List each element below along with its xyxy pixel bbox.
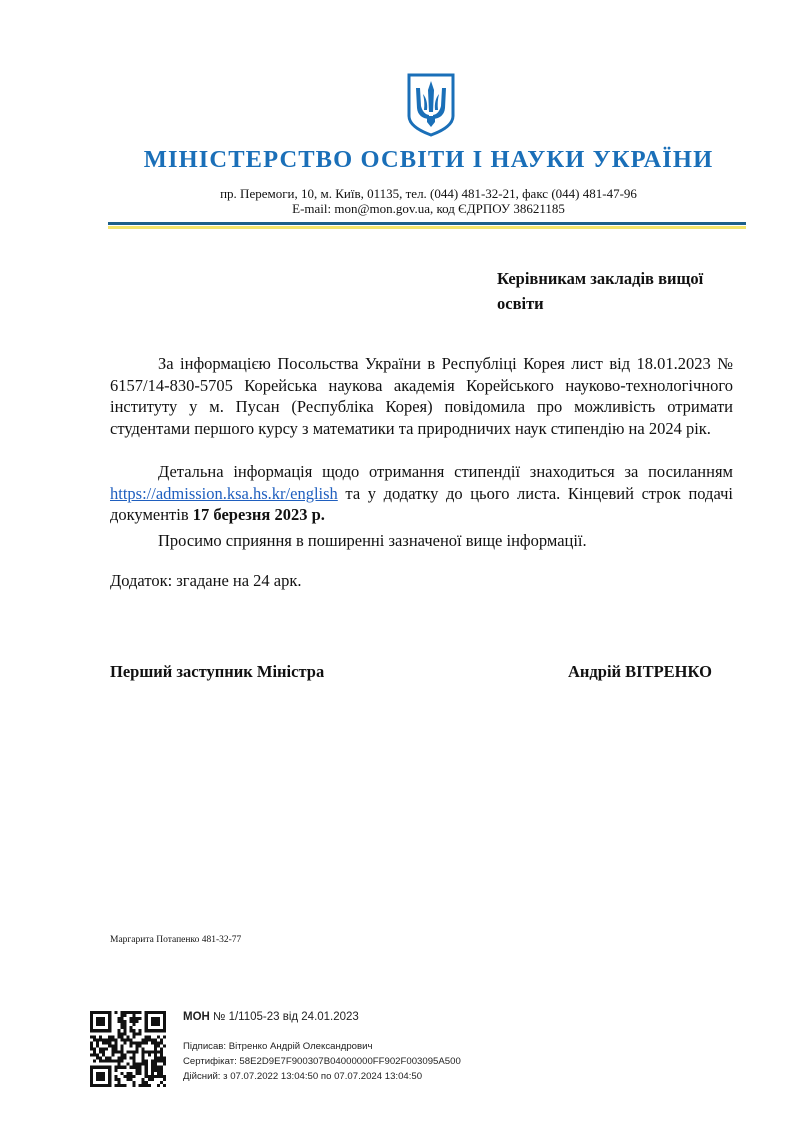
header-rule-yellow [108, 226, 746, 229]
deadline-date: 17 березня 2023 р. [192, 505, 325, 525]
body-paragraph-3: Просимо сприяння в поширенні зазначеної вище інформації. [158, 531, 587, 550]
ministry-title: МІНІСТЕРСТВО ОСВІТИ І НАУКИ УКРАЇНИ [143, 146, 714, 173]
qr-code-icon [90, 1011, 166, 1087]
certificate-id: Сертифікат: 58E2D9E7F900307B04000000FF902F003095A500 [183, 1056, 461, 1067]
ministry-contact: E-mail: mon@mon.gov.ua, код ЄДРПОУ 38621185 [292, 201, 565, 216]
body-paragraph-2 [110, 461, 733, 526]
ministry-address: пр. Перемоги, 10, м. Київ, 01135, тел. (044) 481-32-21, факс (044) 481-47-96 [220, 186, 637, 201]
header-rule-blue [108, 222, 746, 225]
paragraph-text: та у додатку до цього листа. Кінцевий строк подачі документів [110, 483, 733, 525]
executor-contact: Маргарита Потапенко 481-32-77 [110, 935, 242, 945]
registration-text: № 1/1105-23 від 24.01.2023 [209, 1011, 359, 1023]
body-paragraph-1: За інформацією Посольства України в Республіці Корея лист від 18.01.2023 № 6157/14-830-5705 Корейська наукова академія Корейського науково-технологічного інституту у м. Пусан (Республіка Корея) повідомила про можливість отримати студентами першого курсу з математики та природничих наук стипендію на 2024 рік. [110, 354, 733, 438]
attachment-note: Додаток: згадане на 24 арк. [110, 571, 302, 590]
certificate-validity: Дійсний: з 07.07.2022 13:04:50 по 07.07.2024 13:04:50 [183, 1071, 423, 1082]
registration-prefix: МОН [183, 1011, 210, 1023]
admission-link[interactable]: https://admission.ksa.hs.kr/english [110, 483, 338, 503]
signatory-title: Перший заступник Міністра [110, 662, 325, 681]
addressee: Керівникам закладів вищої освіти [497, 269, 704, 313]
registration-number [183, 1011, 359, 1023]
paragraph-text: Детальна інформація щодо отримання стипендії знаходиться за посиланням [158, 462, 733, 481]
signed-by: Підписав: Вітренко Андрій Олександрович [183, 1041, 373, 1052]
coat-of-arms-icon [406, 72, 456, 138]
signatory-name: Андрій ВІТРЕНКО [568, 662, 712, 681]
